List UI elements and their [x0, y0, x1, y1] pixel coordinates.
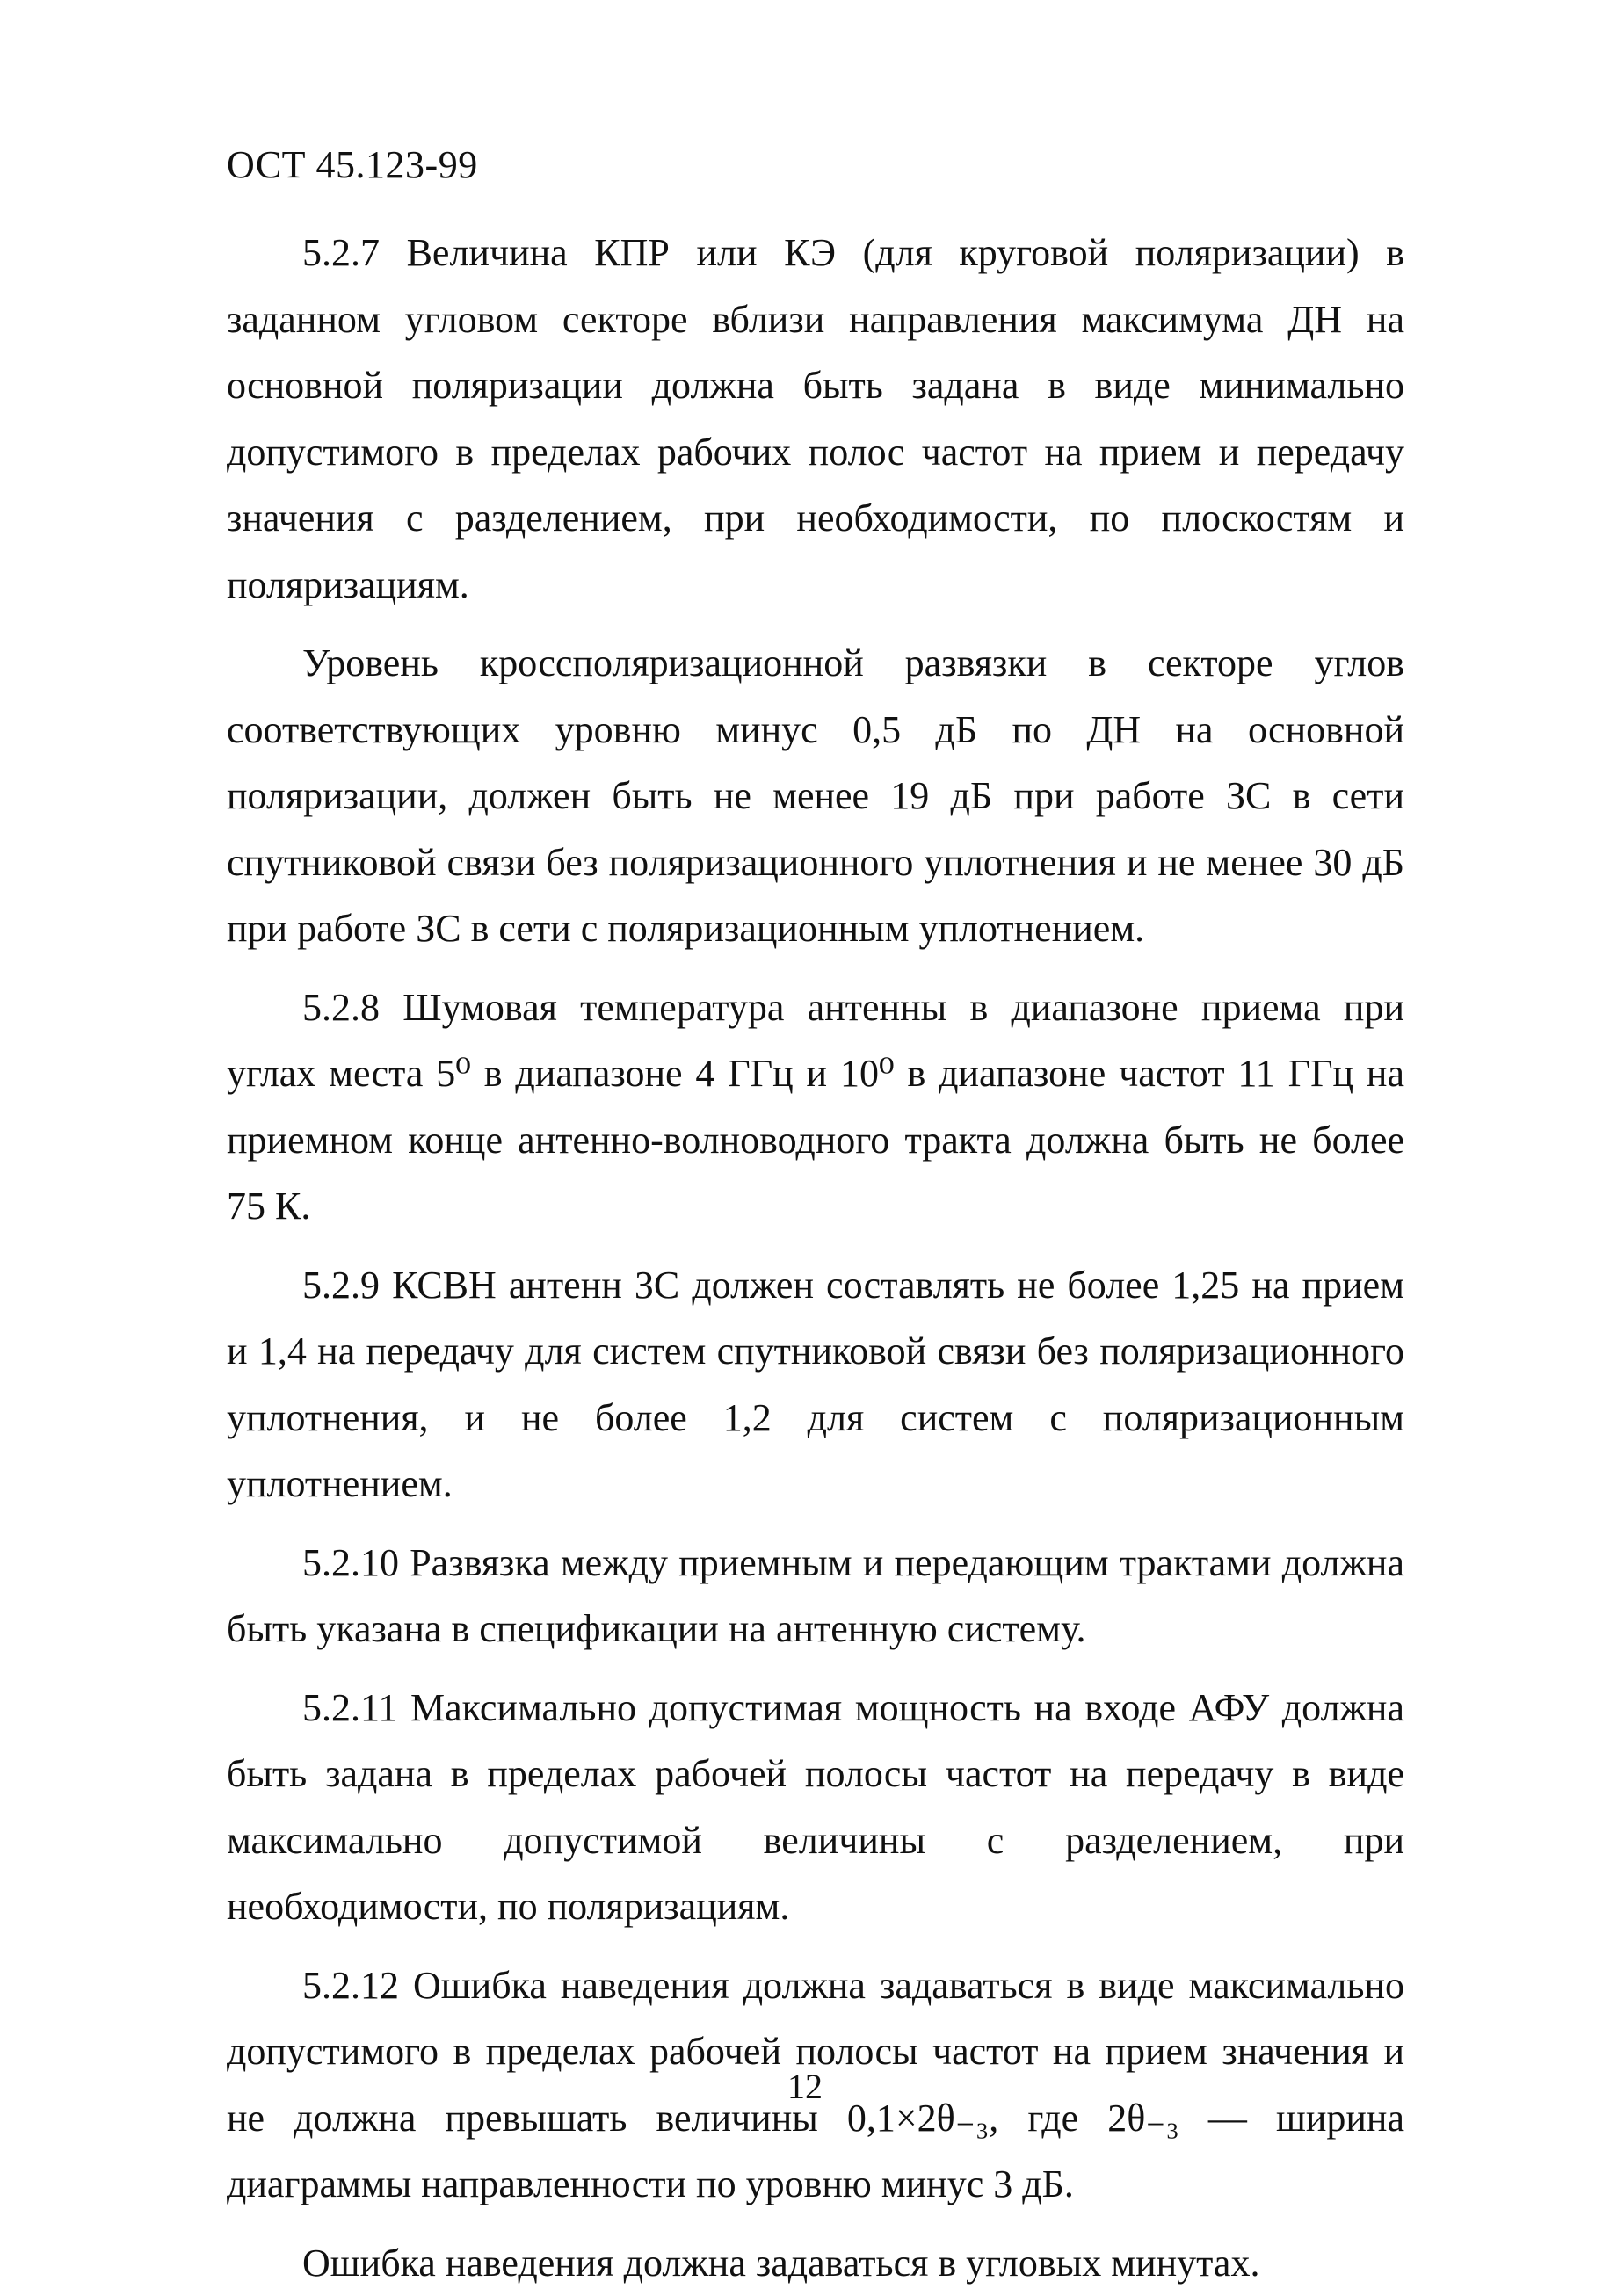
page-number: 12 [0, 2065, 1610, 2109]
paragraph-5-2-10: 5.2.10 Развязка между приемным и передающим трактами должна быть указана в спецификации на антенную систему. [227, 1530, 1404, 1662]
document-header: ОСТ 45.123-99 [227, 141, 478, 190]
paragraph-5-2-11: 5.2.11 Максимально допустимая мощность на входе АФУ должна быть задана в пределах рабочей полосы частот на передачу в виде максимально допустимой величины с разделением, при необходимости, по поляризациям. [227, 1675, 1404, 1940]
paragraph-5-2-9: 5.2.9 КСВН антенн ЗС должен составлять не более 1,25 на прием и 1,4 на передачу для систем спутниковой связи без поляризационного уплотнения, и не более 1,2 для систем с поляризационным уплотнением. [227, 1252, 1404, 1517]
document-body [227, 220, 1404, 2296]
paragraph-crosspol-level: Уровень кроссполяризационной развязки в секторе углов соответствующих уровню минус 0,5 дБ по ДН на основной поляризации, должен быть не менее 19 дБ при работе ЗС в сети спутниковой связи без поляризационного уплотнения и не менее 30 дБ при работе ЗС в сети с поляризационным уплотнением. [227, 630, 1404, 962]
paragraph-5-2-7: 5.2.7 Величина КПР или КЭ (для круговой поляризации) в заданном угловом секторе вблизи направления максимума ДН на основной поляризации должна быть задана в виде минимально допустимого в пределах рабочих полос частот на прием и передачу значения с разделением, при необходимости, по плоскостям и поляризациям. [227, 220, 1404, 618]
paragraph-5-2-12: 5.2.12 Ошибка наведения должна задаваться в виде максимально допустимого в пределах рабочей полосы частот на прием значения и не должна превышать величины 0,1×2θ₋₃, где 2θ₋₃ — ширина диаграммы направленности по уровню минус 3 дБ. [227, 1952, 1404, 2218]
paragraph-pointing-error-units: Ошибка наведения должна задаваться в угловых минутах. [227, 2230, 1404, 2296]
paragraph-5-2-8: 5.2.8 Шумовая температура антенны в диапазоне приема при углах места 5⁰ в диапазоне 4 ГГц и 10⁰ в диапазоне частот 11 ГГц на приемном конце антенно-волноводного тракта должна быть не более 75 К. [227, 974, 1404, 1240]
